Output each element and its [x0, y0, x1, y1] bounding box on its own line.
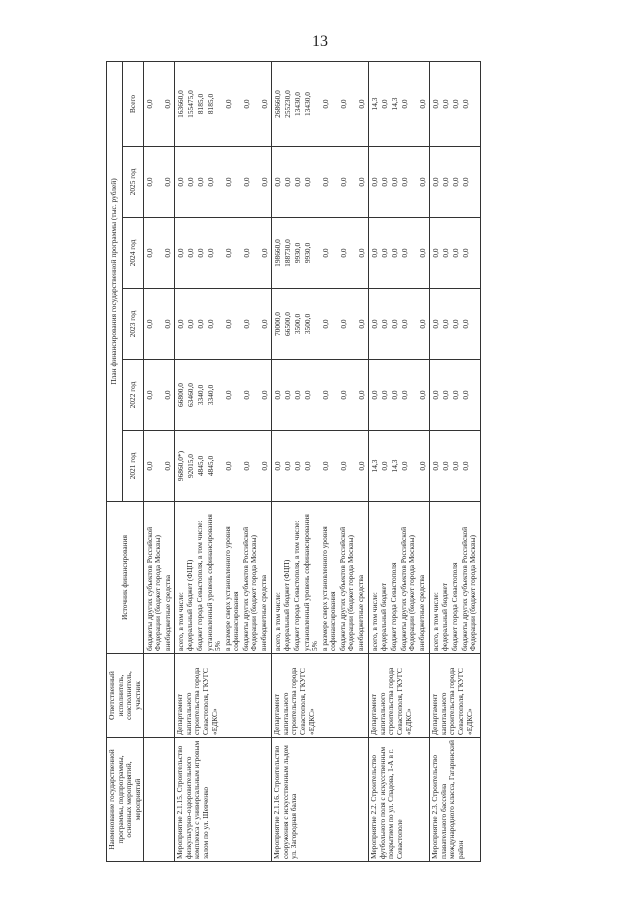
value-cell: 0,0	[223, 461, 233, 471]
value-cell: 3500,0	[292, 313, 302, 335]
value-cell: 0,0	[292, 390, 302, 400]
value-cell: 0,0	[185, 177, 195, 187]
value-cell: 0,0	[241, 390, 251, 400]
year-value-column	[430, 431, 481, 502]
year-value-column	[369, 147, 430, 218]
value-cell: 0,0	[272, 177, 282, 187]
value-cell: 0,0	[389, 248, 399, 258]
value-cell: 14,3	[369, 97, 379, 111]
value-cell: 0,0	[399, 390, 409, 400]
value-cell: 0,0	[389, 390, 399, 400]
year-value-column	[369, 218, 430, 289]
value-cell: 0,0	[417, 461, 427, 471]
value-cell: 0,0	[379, 390, 389, 400]
year-value-column	[175, 431, 272, 502]
value-cell: 0,0	[302, 390, 312, 400]
value-cell: 0,0	[241, 177, 251, 187]
value-cell: 0,0	[379, 177, 389, 187]
value-cell: 0,0	[223, 99, 233, 109]
value-cell: 0,0	[369, 319, 379, 329]
source-item: в размере сверх установленного уровня софинансирования	[222, 526, 241, 651]
value-cell: 0,0	[205, 319, 215, 329]
value-cell: 0,0	[460, 99, 470, 109]
value-cell: 0,0	[338, 390, 348, 400]
total-value-column	[369, 61, 430, 146]
source-list	[430, 502, 481, 654]
value-cell: 13430,0	[292, 91, 302, 117]
value-cell: 9930,0	[302, 242, 312, 264]
financing-table-rotated	[106, 62, 538, 862]
measure-executor: Департамент капитального строительства города Севастополя, ГКУГС «ЕДКС»	[175, 654, 272, 738]
total-value-column	[272, 61, 369, 146]
source-item: установленный уровень софинансирования 5%	[301, 514, 320, 651]
value-cell: 0,0	[450, 319, 460, 329]
value-cell: 0,0	[460, 390, 470, 400]
value-cell: 0,0	[379, 319, 389, 329]
source-item: бюджет города Севастополя, в том числе:	[194, 520, 204, 651]
value-cell: 188730,0	[282, 239, 292, 267]
value-cell: 4845,0	[195, 455, 205, 477]
value-cell: 0,0	[369, 177, 379, 187]
value-cell: 0,0	[144, 461, 154, 471]
year-value-column	[144, 431, 175, 502]
measure-executor: Департамент капитального строительства города Севастополя, ГКУГС «ЕДКС»	[272, 654, 369, 738]
value-cell: 0,0	[379, 99, 389, 109]
value-cell: 3340,0	[195, 384, 205, 406]
value-cell: 0,0	[144, 177, 154, 187]
value-cell: 4845,0	[205, 455, 215, 477]
value-cell: 0,0	[389, 319, 399, 329]
value-cell: 0,0	[417, 319, 427, 329]
value-cell: 0,0	[259, 390, 269, 400]
measure-name: Мероприятие 2.1.15. Строительство физкультурно-оздоровительного комплекса с универсальным игровым залом по ул. Шевченко	[175, 738, 272, 862]
measure-executor: Департамент капитального строительства города Севастополя, ГКУГС «ЕДКС»	[369, 654, 430, 738]
year-value-column	[430, 360, 481, 431]
value-cell: 0,0	[241, 461, 251, 471]
value-cell: 0,0	[399, 248, 409, 258]
source-item: внебюджетные средства	[259, 574, 269, 651]
source-item: бюджеты других субъектов Российской Федерации (бюджет города Москвы)	[240, 526, 259, 651]
header-year-2024: 2024 год	[123, 218, 144, 289]
value-cell: 255230,0	[282, 90, 292, 118]
value-cell: 0,0	[241, 248, 251, 258]
value-cell: 0,0	[320, 461, 330, 471]
value-cell: 66800,0	[175, 382, 185, 408]
value-cell: 0,0	[356, 248, 366, 258]
value-cell: 14,3	[389, 459, 399, 473]
value-cell: 0,0	[259, 319, 269, 329]
source-item: федеральный бюджет	[379, 582, 389, 651]
total-value-column	[144, 61, 175, 146]
value-cell: 155475,0	[185, 90, 195, 118]
year-value-column	[430, 289, 481, 360]
value-cell: 0,0	[185, 248, 195, 258]
value-cell: 0,0	[241, 319, 251, 329]
value-cell: 0,0	[379, 461, 389, 471]
value-cell: 0,0	[440, 319, 450, 329]
header-year-2025: 2025 год	[123, 147, 144, 218]
value-cell: 63460,0	[185, 382, 195, 408]
value-cell: 0,0	[379, 248, 389, 258]
measure-executor	[144, 654, 175, 738]
value-cell: 0,0	[417, 99, 427, 109]
value-cell: 0,0	[460, 248, 470, 258]
source-item: в размере сверх установленного уровня софинансирования	[319, 526, 338, 651]
value-cell: 0,0	[195, 319, 205, 329]
value-cell: 3500,0	[302, 313, 312, 335]
year-value-column	[175, 289, 272, 360]
year-value-column	[369, 289, 430, 360]
value-cell: 0,0	[356, 99, 366, 109]
table-row	[430, 61, 481, 861]
source-item: бюджеты других субъектов Российской Федерации (бюджет города Москвы)	[459, 526, 478, 651]
value-cell: 0,0	[195, 177, 205, 187]
value-cell: 0,0	[338, 461, 348, 471]
header-executor: Ответственный исполнитель, соисполнитель, участник	[107, 654, 144, 738]
value-cell: 0,0	[144, 390, 154, 400]
value-cell: 14,3	[369, 459, 379, 473]
value-cell: 0,0	[162, 248, 172, 258]
year-value-column	[430, 147, 481, 218]
value-cell: 0,0	[272, 390, 282, 400]
value-cell: 96860,0*)	[175, 450, 185, 482]
value-cell: 0,0	[356, 461, 366, 471]
year-value-column	[144, 147, 175, 218]
value-cell: 0,0	[162, 177, 172, 187]
source-item: установленный уровень софинансирования 5%	[204, 514, 223, 651]
value-cell: 0,0	[241, 99, 251, 109]
header-year-2022: 2022 год	[123, 360, 144, 431]
value-cell: 0,0	[430, 177, 440, 187]
value-cell: 0,0	[302, 177, 312, 187]
value-cell: 0,0	[292, 177, 302, 187]
value-cell: 0,0	[440, 99, 450, 109]
value-cell: 0,0	[450, 177, 460, 187]
source-item: бюджеты других субъектов Российской Федерации (бюджет города Москвы)	[398, 526, 417, 651]
year-value-column	[144, 360, 175, 431]
measure-executor: Департамент капитального строительства города Севастополя, ГКУГС «ЕДКС»	[430, 654, 481, 738]
year-value-column	[175, 360, 272, 431]
value-cell: 0,0	[417, 248, 427, 258]
header-year-2023: 2023 год	[123, 289, 144, 360]
value-cell: 0,0	[369, 248, 379, 258]
value-cell: 0,0	[292, 461, 302, 471]
value-cell: 0,0	[399, 177, 409, 187]
value-cell: 0,0	[185, 319, 195, 329]
value-cell: 0,0	[460, 461, 470, 471]
value-cell: 0,0	[338, 248, 348, 258]
source-item: всего, в том числе:	[175, 592, 185, 651]
year-value-column	[272, 147, 369, 218]
value-cell: 0,0	[175, 177, 185, 187]
value-cell: 0,0	[430, 461, 440, 471]
table-body	[144, 61, 481, 861]
value-cell: 163660,0	[175, 90, 185, 118]
value-cell: 0,0	[460, 319, 470, 329]
total-value-column	[175, 61, 272, 146]
value-cell: 0,0	[356, 177, 366, 187]
value-cell: 0,0	[259, 248, 269, 258]
source-item: федеральный бюджет (ФЦП)	[282, 559, 292, 651]
value-cell: 0,0	[338, 177, 348, 187]
value-cell: 0,0	[302, 461, 312, 471]
value-cell: 0,0	[320, 390, 330, 400]
value-cell: 0,0	[389, 177, 399, 187]
value-cell: 0,0	[417, 177, 427, 187]
source-list	[175, 502, 272, 654]
value-cell: 0,0	[399, 99, 409, 109]
value-cell: 0,0	[440, 177, 450, 187]
page-number: 13	[312, 33, 328, 50]
value-cell: 0,0	[450, 248, 460, 258]
value-cell: 0,0	[440, 461, 450, 471]
value-cell: 0,0	[144, 319, 154, 329]
value-cell: 0,0	[195, 248, 205, 258]
source-item: бюджеты других субъектов Российской Федерации (бюджет города Москвы)	[337, 526, 356, 651]
value-cell: 8185,0	[205, 93, 215, 115]
header-plan: План финансирования государственной программы (тыс. рублей)	[107, 61, 123, 501]
source-list	[272, 502, 369, 654]
value-cell: 268660,0	[272, 90, 282, 118]
measure-name: Мероприятие 2.3. Строительство плавательного бассейна международного класса, Гагаринский район	[430, 738, 481, 862]
value-cell: 0,0	[450, 461, 460, 471]
value-cell: 0,0	[450, 390, 460, 400]
value-cell: 0,0	[282, 177, 292, 187]
value-cell: 8185,0	[195, 93, 205, 115]
value-cell: 0,0	[223, 390, 233, 400]
year-value-column	[144, 218, 175, 289]
measure-name: Мероприятие 2.1.16. Строительство сооружения с искусственным льдом ул. Загородная балка	[272, 738, 369, 862]
year-value-column	[272, 289, 369, 360]
value-cell: 0,0	[450, 99, 460, 109]
source-item: бюджет города Севастополя	[449, 562, 459, 651]
total-value-column	[430, 61, 481, 146]
source-item: внебюджетные средства	[356, 574, 366, 651]
value-cell: 0,0	[417, 390, 427, 400]
value-cell: 0,0	[162, 390, 172, 400]
year-value-column	[144, 289, 175, 360]
value-cell: 0,0	[175, 248, 185, 258]
value-cell: 0,0	[282, 390, 292, 400]
source-item: всего, в том числе:	[272, 592, 282, 651]
value-cell: 0,0	[144, 248, 154, 258]
value-cell: 0,0	[162, 99, 172, 109]
value-cell: 0,0	[272, 461, 282, 471]
value-cell: 92015,0	[185, 453, 195, 479]
source-item: бюджеты других субъектов Российской Федерации (бюджет города Москвы)	[144, 526, 163, 651]
value-cell: 0,0	[320, 99, 330, 109]
year-value-column	[272, 360, 369, 431]
measure-name	[144, 738, 175, 862]
value-cell: 0,0	[223, 177, 233, 187]
value-cell: 0,0	[440, 248, 450, 258]
header-year-2021: 2021 год	[123, 431, 144, 502]
value-cell: 0,0	[162, 461, 172, 471]
value-cell: 70000,0	[272, 311, 282, 337]
table-row	[175, 61, 272, 861]
value-cell: 0,0	[430, 99, 440, 109]
value-cell: 0,0	[259, 461, 269, 471]
source-item: всего, в том числе:	[430, 592, 440, 651]
year-value-column	[369, 360, 430, 431]
source-list	[144, 502, 175, 654]
year-value-column	[175, 147, 272, 218]
value-cell: 0,0	[399, 319, 409, 329]
value-cell: 0,0	[356, 319, 366, 329]
value-cell: 0,0	[440, 390, 450, 400]
source-list	[369, 502, 430, 654]
value-cell: 0,0	[259, 177, 269, 187]
source-item: федеральный бюджет	[440, 582, 450, 651]
table-row	[369, 61, 430, 861]
value-cell: 0,0	[282, 461, 292, 471]
value-cell: 0,0	[338, 99, 348, 109]
value-cell: 198660,0	[272, 239, 282, 267]
value-cell: 0,0	[144, 99, 154, 109]
value-cell: 0,0	[430, 390, 440, 400]
value-cell: 66500,0	[282, 311, 292, 337]
header-name: Наименование государственной программы, подпрограммы, основных мероприятий, мероприятий	[107, 738, 144, 862]
value-cell: 0,0	[162, 319, 172, 329]
header-source: Источник финансирования	[107, 502, 144, 654]
year-value-column	[272, 431, 369, 502]
value-cell: 0,0	[356, 390, 366, 400]
value-cell: 0,0	[320, 248, 330, 258]
value-cell: 0,0	[320, 319, 330, 329]
value-cell: 0,0	[205, 177, 215, 187]
value-cell: 0,0	[320, 177, 330, 187]
value-cell: 0,0	[460, 177, 470, 187]
year-value-column	[272, 218, 369, 289]
value-cell: 14,3	[389, 97, 399, 111]
header-total: Всего	[123, 61, 144, 146]
value-cell: 0,0	[338, 319, 348, 329]
measure-name: Мероприятие 2.2. Строительство футбольного поля с искусственным покрытием по ул. Спадова, 1-А в г. Севастополе	[369, 738, 430, 862]
value-cell: 0,0	[259, 99, 269, 109]
financing-table	[106, 61, 481, 862]
value-cell: 3340,0	[205, 384, 215, 406]
value-cell: 0,0	[175, 319, 185, 329]
source-item: всего, в том числе:	[369, 592, 379, 651]
source-item: внебюджетные средства	[162, 574, 172, 651]
value-cell: 0,0	[399, 461, 409, 471]
value-cell: 9930,0	[292, 242, 302, 264]
value-cell: 0,0	[369, 390, 379, 400]
table-row	[144, 61, 175, 861]
source-item: внебюджетные средства	[416, 574, 426, 651]
value-cell: 0,0	[205, 248, 215, 258]
value-cell: 0,0	[223, 319, 233, 329]
year-value-column	[430, 218, 481, 289]
year-value-column	[369, 431, 430, 502]
source-item: бюджет города Севастополя, в том числе:	[291, 520, 301, 651]
value-cell: 0,0	[223, 248, 233, 258]
value-cell: 13430,0	[302, 91, 312, 117]
table-row	[272, 61, 369, 861]
source-item: бюджет города Севастополя	[388, 562, 398, 651]
source-item: федеральный бюджет (ФЦП)	[185, 559, 195, 651]
value-cell: 0,0	[430, 319, 440, 329]
year-value-column	[175, 218, 272, 289]
value-cell: 0,0	[430, 248, 440, 258]
